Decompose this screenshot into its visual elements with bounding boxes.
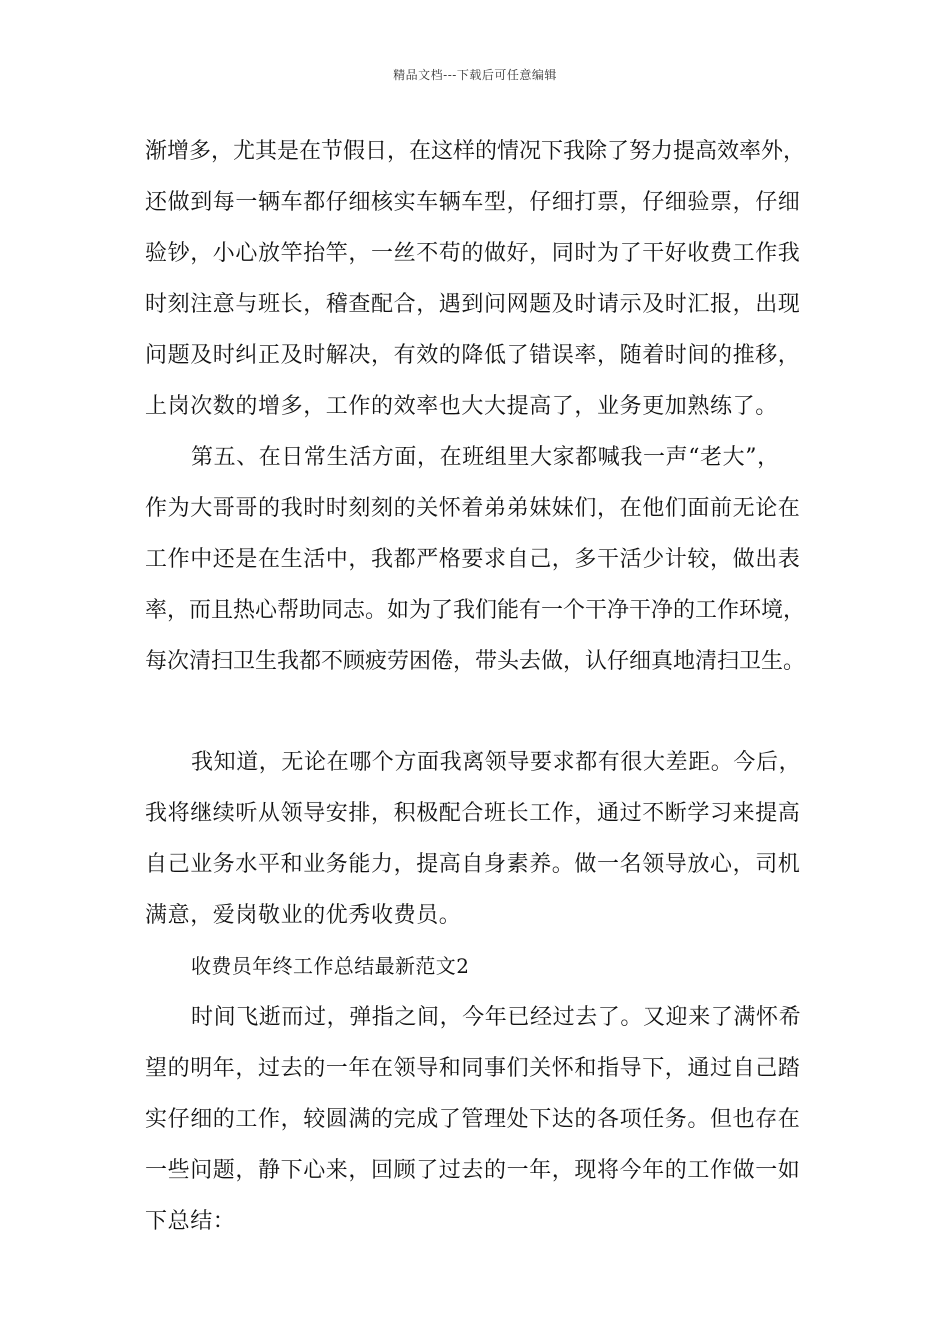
text-line: 时间飞逝而过，弹指之间，今年已经过去了。又迎来了满怀希 — [191, 1005, 802, 1030]
text-line: 自己业务水平和业务能力，提高自身素养。做一名领导放心，司机 — [145, 852, 801, 877]
text-line: 每次清扫卫生我都不顾疲劳困倦，带头去做，认仔细真地清扫卫生。 — [145, 649, 806, 674]
text-line: 问题及时纠正及时解决，有效的降低了错误率，随着时间的推移， — [145, 343, 801, 368]
section-title: 收费员年终工作总结最新范文2 — [191, 954, 470, 978]
text-line: 作为大哥哥的我时时刻刻的关怀着弟弟妹妹们，在他们面前无论在 — [145, 496, 801, 521]
text-line: 上岗次数的增多，工作的效率也大大提高了，业务更加熟练了。 — [145, 394, 778, 419]
text-line: 满意，爱岗敬业的优秀收费员。 — [145, 903, 462, 928]
page-header: 精品文档---下载后可任意编辑 — [393, 68, 557, 82]
text-line: 渐增多，尤其是在节假日，在这样的情况下我除了努力提高效率外， — [145, 139, 806, 164]
text-line: 下总结： — [145, 1209, 236, 1234]
text-line: 还做到每一辆车都仔细核实车辆车型，仔细打票，仔细验票，仔细 — [145, 190, 801, 215]
text-line: 我将继续听从领导安排，积极配合班长工作，通过不断学习来提高 — [145, 801, 801, 826]
text-line: 时刻注意与班长，稽查配合，遇到问网题及时请示及时汇报，出现 — [145, 292, 801, 317]
text-line: 第五、在日常生活方面，在班组里大家都喊我一声“老大”， — [191, 445, 780, 470]
paragraph-gap — [145, 687, 835, 737]
text-line: 一些问题，静下心来，回顾了过去的一年，现将今年的工作做一如 — [145, 1158, 801, 1183]
text-line: 工作中还是在生活中，我都严格要求自己，多干活少计较，做出表 — [145, 547, 801, 572]
text-line: 望的明年，过去的一年在领导和同事们关怀和指导下，通过自己踏 — [145, 1056, 801, 1081]
document-body — [145, 126, 835, 1247]
text-line: 率，而且热心帮助同志。如为了我们能有一个干净干净的工作环境， — [145, 598, 806, 623]
text-line: 验钞，小心放竿抬竿，一丝不苟的做好，同时为了干好收费工作我 — [145, 241, 801, 266]
text-line: 我知道，无论在哪个方面我离领导要求都有很大差距。今后， — [191, 750, 802, 775]
text-line: 实仔细的工作，较圆满的完成了管理处下达的各项任务。但也存在 — [145, 1107, 801, 1132]
